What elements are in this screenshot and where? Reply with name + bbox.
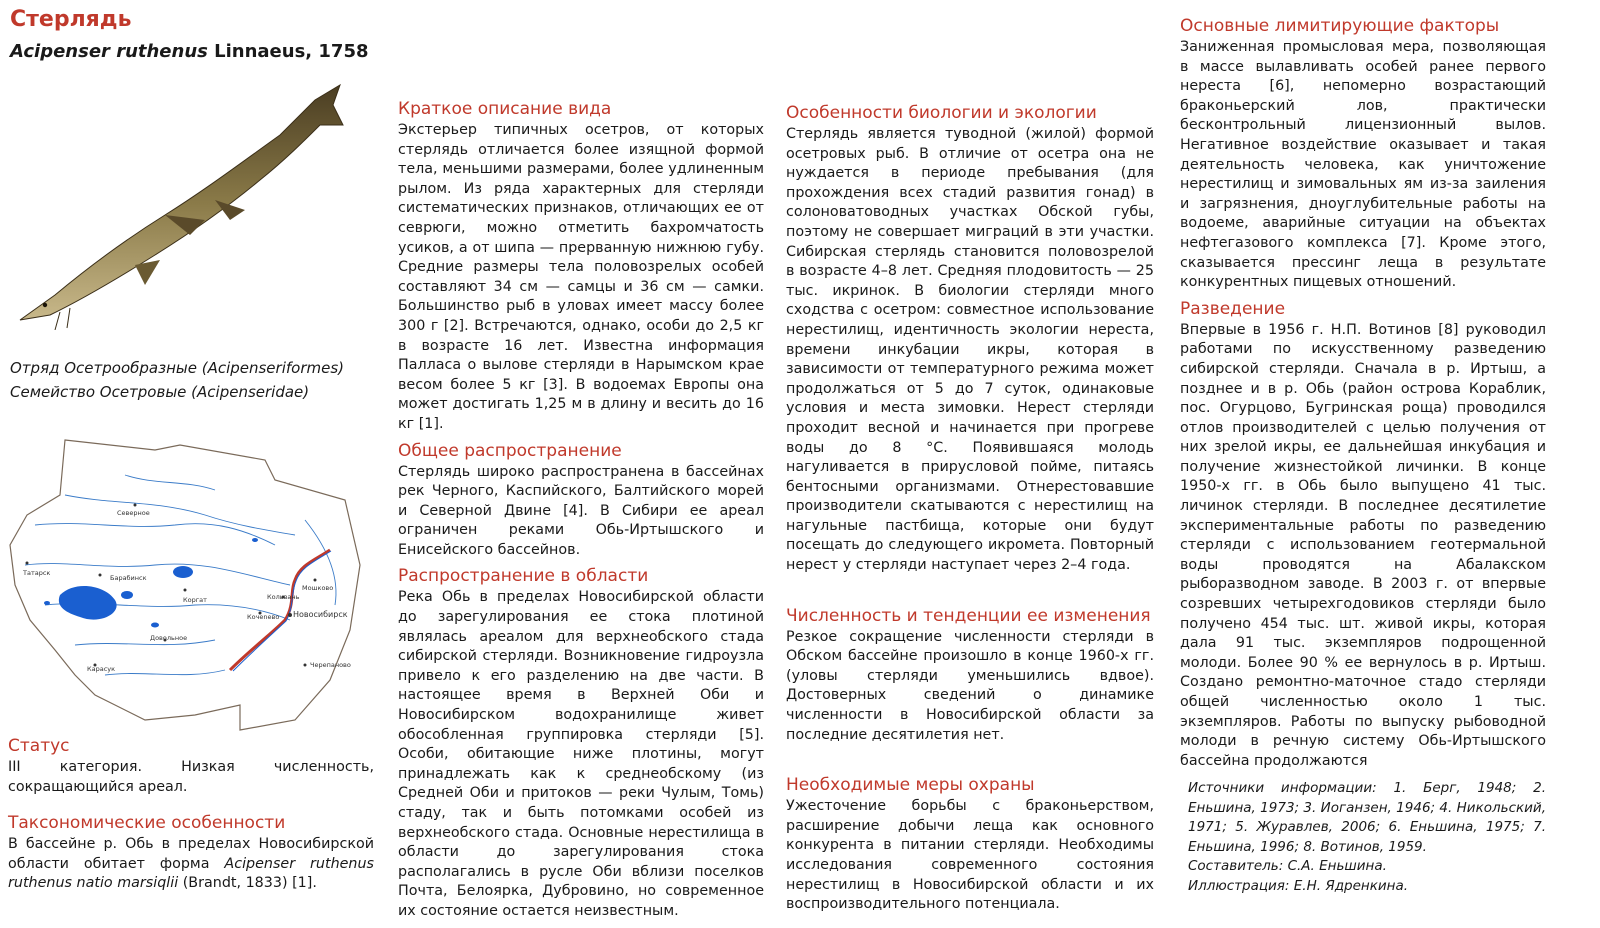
limiting-section [1180, 16, 1546, 293]
status-text: III категория. Низкая численность, сокращающийся ареал. [8, 759, 374, 795]
tax-features-text [8, 835, 374, 894]
map-label-tatarsk: Татарск [23, 569, 51, 577]
tax-features-text-b: (Brandt, 1833) [1]. [178, 875, 317, 892]
distribution-section [398, 441, 764, 561]
map-label-dovolnoe: Довольное [150, 634, 188, 642]
left-column-lower [8, 736, 374, 900]
taxonomy-order: Отряд Осетрообразные (Acipenseriformes) [10, 359, 345, 377]
measures-heading: Необходимые меры охраны [786, 775, 1035, 796]
latin-species: Acipenser ruthenus [10, 41, 208, 62]
sources-compiler: Составитель: С.А. Еньшина. [1188, 858, 1387, 875]
map-label-korgat: Коргат [183, 596, 207, 604]
sources-section [1180, 779, 1546, 896]
regional-heading: Распространение в области [398, 566, 649, 587]
map-label-cherepanovo: Черепаново [310, 661, 351, 669]
latin-name [10, 40, 369, 64]
abundance-heading: Численность и тенденции ее изменения [786, 605, 1151, 626]
map-label-novosibirsk: Новосибирск [293, 610, 348, 619]
limiting-text: Заниженная промысловая мера, позволяющая в массе вылавливать особей ранее первого нереста [6], непомерно возрастающий браконьерский лов, практически бесконтрольный лицензионный вылов. Негативное воздействие оказывает и такая деятельность человека, как уничтожение нерестилищ и зимовальных ям из-за заиления и загрязнения, дноуглубительные работы на водоеме, аварийные ситуации на объектах нефтегазового комплекса [7]. Кроме этого, сказывается прессинг леща в результате конкурентных пищевых отношений. [1180, 39, 1546, 291]
description-heading: Краткое описание вида [398, 99, 612, 119]
status-section [8, 736, 374, 797]
column-4 [1180, 16, 1546, 896]
biology-heading: Особенности биологии и экологии [786, 103, 1097, 123]
description-section [398, 99, 764, 435]
map-label-moshkovo: Мошково [302, 584, 334, 592]
breeding-heading: Разведение [1180, 298, 1286, 319]
biology-text: Стерлядь является туводной (жилой) формой осетровых рыб. В отличие от осетра она не нуждается в периоде пребывания (для прохождения всех стадий развития гонад) в солоноватоводных участках Обской губы, поэтому не совершает миграций в эти участки. Сибирская стерлядь становится половозрелой в возрасте 4–8 лет. Средняя плодовитость — 25 тыс. икринок. В биологии стерляди много сходства с осетром: совместное использование нерестилищ, идентичность экологии нереста, времени инкубации икры, которая в зависимости от температурного режима может продолжаться от 5 до 7 суток, одинаковые условия и места зимовки. Нерест стерляди проходит весной и начинается при прогреве воды до 8 °С. Появившаяся молодь нагуливается в прирусловой пойме, питаясь бентосными организмами. Отнерестовавшие производители скатываются с нерестилищ на нагульные пастбища, которые они будут посещать до следующего икромета. Повторный нерест у стерляди наступает через 2–4 года. [786, 126, 1154, 574]
distribution-text: Стерлядь широко распространена в бассейнах рек Черного, Каспийского, Балтийского морей и Северной Двине [4]. В Сибири ее ареал ограничен реками Обь-Иртышского и Енисейского бассейнов. [398, 463, 764, 558]
regional-text: Река Обь в пределах Новосибирской области до зарегулирования ее стока плотиной являлась ареалом для верхнеобского стада сибирской стерляди. Возникновение гидроузла привело к его разделению на две части. В настоящее время в Верхней Оби и Новосибирском водохранилище живет обособленная группировка стерляди [5]. Особи, обитающие ниже плотины, могут принадлежать как к среднеобскому (из Средней Оби и притоков — реки Чулым, Томь) стаду, так и быть потомками особей из верхнеобского стада. Основные нерестилища в области до зарегулирования стока располагались в русле Оби вблизи поселков Почта, Белоярка, Дубровино, но современное их состояние остается неизвестным. [398, 589, 764, 919]
tax-features-text-a: В бассейне р. Обь в пределах Новосибирской области обитает форма [8, 836, 374, 872]
status-heading: Статус [8, 736, 70, 756]
distribution-map [5, 435, 375, 735]
measures-section [786, 775, 1154, 915]
regional-section [398, 566, 764, 921]
map-label-kochenevo: Кочеnево [247, 613, 280, 621]
biology-section [786, 103, 1154, 576]
taxonomy-family: Семейство Осетровые (Acipenseridae) [10, 383, 310, 401]
description-text: Экстерьер типичных осетров, от которых стерлядь отличается более изящной формой тела, меньшими размерами, более удлиненным рылом. Из ряда характерных для стерляди систематических признаков, отличающих ее от севрюги, можно отметить бахромчатость усиков, а от шипа — прерванную нижнюю губу. Средние размеры тела половозрелых особей составляют 34 см — самцы и 36 см — самки. Большинство рыб в уловах имеет массу более 300 г [2]. Встречаются, однако, особи до 2,5 кг в возрасте 16 лет. Известна информация Палласа о вылове стерляди в Нарымском крае весом более 5 кг [3]. В водоемах Европы она может достигать 1,25 м в длину и весить до 16 кг [1]. [398, 122, 764, 432]
abundance-text: Резкое сокращение численности стерляди в Обском бассейне произошло в конце 1960-х гг. (уловы стерляди уменьшились вдвое). Достоверных сведений о динамике численности в Новосибирской области за последние десятилетия нет. [786, 628, 1154, 743]
measures-text: Ужесточение борьбы с браконьерством, расширение добычи леща как основного конкурента в питании стерляди. Необходимы исследования современного состояния нерестилищ в Новосибирской области и их воспроизводительного потенциала. [786, 798, 1154, 913]
latin-author: Linnaeus, 1758 [214, 41, 369, 62]
breeding-text: Впервые в 1956 г. Н.П. Вотинов [8] руководил работами по искусственному разведению сибирской стерляди. Сначала в р. Иртыш, а позднее и в р. Обь (район острова Кораблик, пос. Огурцово, Бугринская роща) проводился отлов производителей с целью получения от них зрелой икры, ее дальнейшая инкубация и получение жизнестойкой личинки. В конце 1950-х гг. в Обь было выпущено 41 тыс. личинок стерляди. В последнее десятилетие экспериментальные работы по разведению стерляди с использованием геотермальной воды проводятся на Абалакском рыборазводном заводе. В 2003 г. от впервые созревших четырехгодовиков стерляди было получено 454 тыс. шт. живой икры, которая дала 91 тыс. экземпляров подрощенной молоди. Более 90 % ее вернулось в р. Иртыш. Создано ремонтно-маточное стадо стерляди общей численностью около 1 тыс. экземпляров. Работы по выпуску рыбоводной молоди в речную систему Обь-Иртышского бассейна продолжаются [1180, 321, 1546, 769]
sources-illustrator: Иллюстрация: Е.Н. Ядренкина. [1188, 877, 1409, 894]
limiting-heading: Основные лимитирующие факторы [1180, 16, 1500, 36]
map-label-kolyvan: Кольвань [267, 593, 300, 601]
breeding-section [1180, 299, 1546, 772]
map-label-barabinsk: Барабинск [110, 574, 147, 582]
abundance-section [786, 606, 1154, 746]
column-3 [786, 103, 1154, 921]
tax-features-section [8, 813, 374, 894]
sources-references: Источники информации: 1. Берг, 1948; 2. Еньшина, 1973; 3. Иоганзен, 1946; 4. Никольский, 1971; 5. Журавлев, 2006; 6. Еньшина, 1975; 7. Еньшина, 1996; 8. Вотинов, 1959. [1188, 780, 1546, 855]
map-label-karasuk: Карасук [87, 665, 116, 673]
map-label-severnoe: Северное [117, 509, 150, 517]
tax-features-latin: Acipenser ruthenus ruthenus natio marsiqlii [8, 855, 374, 892]
sterlet-illustration [15, 80, 355, 330]
column-2 [398, 99, 764, 928]
tax-features-heading: Таксономические особенности [8, 813, 286, 834]
distribution-heading: Общее распространение [398, 440, 622, 461]
taxonomy-block [10, 356, 380, 404]
page-title: Стерлядь [10, 7, 132, 32]
